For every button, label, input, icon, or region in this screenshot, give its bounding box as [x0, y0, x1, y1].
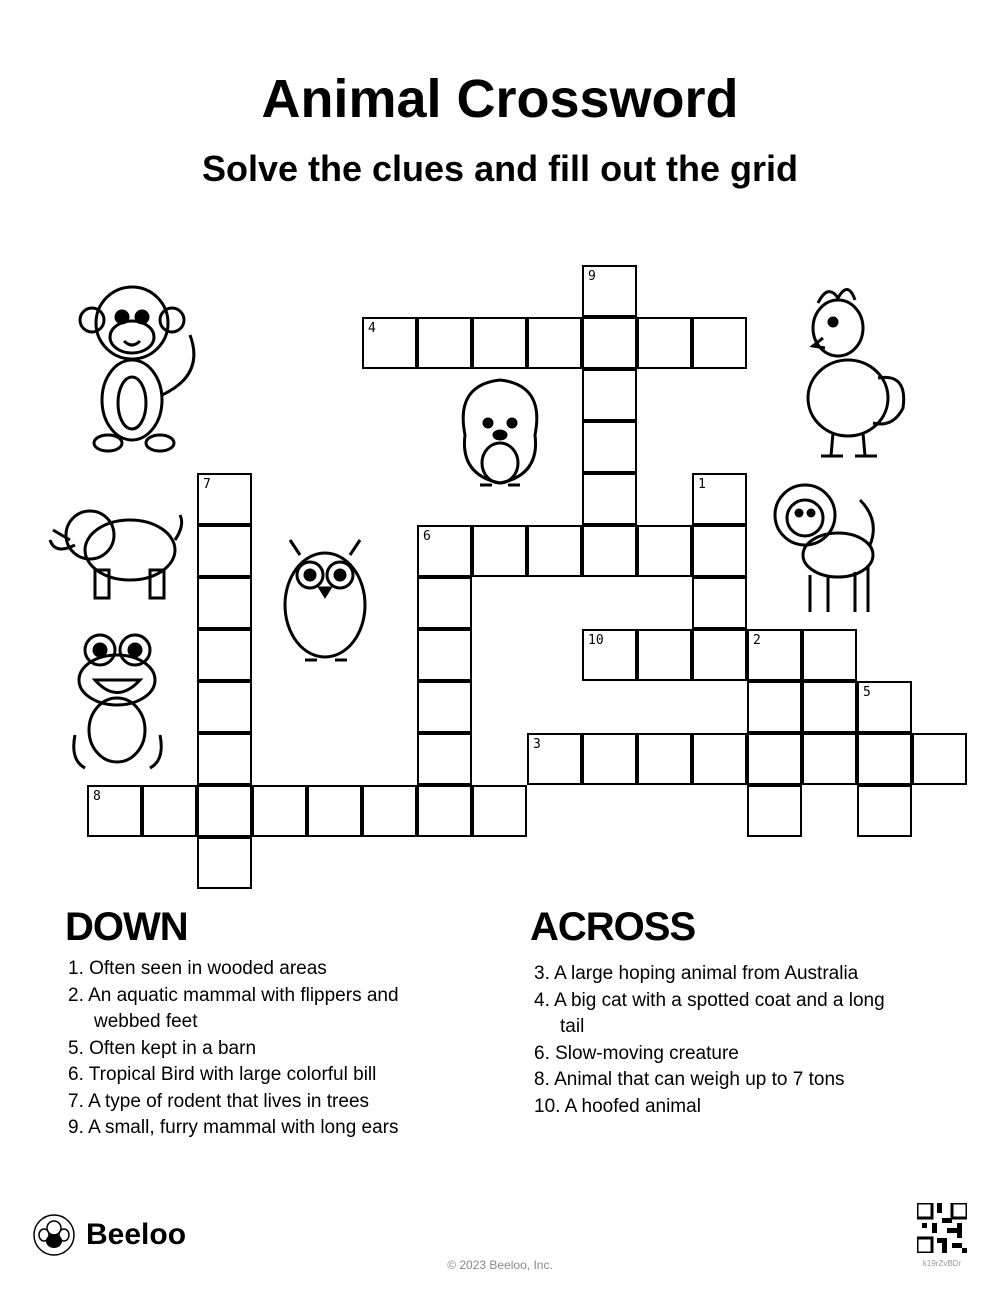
clue-number: 7	[203, 477, 211, 492]
crossword-cell[interactable]	[747, 681, 802, 733]
across-clue: 10. A hoofed animal	[534, 1095, 701, 1117]
down-clue: 2. An aquatic mammal with flippers and webbed feet	[68, 984, 399, 1032]
crossword-cell[interactable]	[692, 629, 747, 681]
crossword-cell[interactable]	[472, 317, 527, 369]
qr-code-id: k19rZvBDr	[922, 1259, 962, 1268]
crossword-cell[interactable]	[637, 629, 692, 681]
down-clues-list	[68, 956, 428, 1142]
hedgehog-illustration	[450, 375, 550, 500]
crossword-cell[interactable]	[87, 785, 142, 837]
crossword-cell[interactable]	[637, 733, 692, 785]
across-clues-list	[534, 961, 894, 1120]
crossword-cell[interactable]	[857, 785, 912, 837]
crossword-cell[interactable]	[362, 317, 417, 369]
crossword-cell[interactable]	[692, 577, 747, 629]
crossword-cell[interactable]	[472, 525, 527, 577]
clue-number: 10	[588, 633, 604, 648]
crossword-cell[interactable]	[197, 629, 252, 681]
elephant-illustration	[45, 500, 190, 605]
crossword-cell[interactable]	[197, 525, 252, 577]
qr-code-icon	[917, 1203, 967, 1253]
crossword-cell[interactable]	[912, 733, 967, 785]
monkey-illustration	[70, 275, 210, 465]
crossword-cell[interactable]	[527, 733, 582, 785]
crossword-cell[interactable]	[582, 525, 637, 577]
down-clue: 1. Often seen in wooded areas	[68, 958, 327, 979]
crossword-cell[interactable]	[802, 681, 857, 733]
crossword-cell[interactable]	[527, 317, 582, 369]
crossword-cell[interactable]	[197, 837, 252, 889]
rooster-illustration	[793, 278, 918, 463]
down-clue: 7. A type of rodent that lives in trees	[68, 1090, 370, 1112]
crossword-cell[interactable]	[802, 733, 857, 785]
crossword-cell[interactable]	[417, 577, 472, 629]
down-clue: 9. A small, furry mammal with long ears	[68, 1117, 399, 1138]
crossword-cell[interactable]	[472, 785, 527, 837]
crossword-cell[interactable]	[197, 785, 252, 837]
crossword-cell[interactable]	[747, 629, 802, 681]
crossword-cell[interactable]	[362, 785, 417, 837]
down-heading: DOWN	[65, 905, 188, 949]
across-clue: 4. A big cat with a spotted coat and a long tail	[534, 989, 885, 1037]
lion-illustration	[770, 480, 885, 620]
frog-illustration	[65, 630, 175, 775]
clue-number: 9	[588, 269, 596, 284]
crossword-cell[interactable]	[197, 577, 252, 629]
across-heading: ACROSS	[530, 905, 696, 949]
bee-icon	[32, 1213, 76, 1257]
crossword-cell[interactable]	[197, 681, 252, 733]
crossword-cell[interactable]	[142, 785, 197, 837]
crossword-cell[interactable]	[637, 525, 692, 577]
crossword-cell[interactable]	[857, 681, 912, 733]
clue-number: 6	[423, 529, 431, 544]
crossword-cell[interactable]	[637, 317, 692, 369]
crossword-cell[interactable]	[417, 785, 472, 837]
page-subtitle: Solve the clues and fill out the grid	[201, 148, 799, 189]
crossword-cell[interactable]	[692, 473, 747, 525]
crossword-cell[interactable]	[582, 733, 637, 785]
crossword-cell[interactable]	[747, 785, 802, 837]
crossword-cell[interactable]	[527, 525, 582, 577]
crossword-cell[interactable]	[307, 785, 362, 837]
crossword-cell[interactable]	[417, 317, 472, 369]
across-clue: 6. Slow-moving creature	[534, 1042, 739, 1064]
crossword-cell[interactable]	[417, 525, 472, 577]
crossword-cell[interactable]	[582, 369, 637, 421]
crossword-cell[interactable]	[857, 733, 912, 785]
crossword-cell[interactable]	[197, 733, 252, 785]
crossword-cell[interactable]	[802, 629, 857, 681]
across-clue: 8. Animal that can weigh up to 7 tons	[534, 1069, 845, 1090]
crossword-cell[interactable]	[692, 525, 747, 577]
crossword-cell[interactable]	[692, 733, 747, 785]
crossword-cell[interactable]	[747, 733, 802, 785]
clue-number: 8	[93, 789, 101, 804]
crossword-cell[interactable]	[197, 473, 252, 525]
crossword-cell[interactable]	[582, 421, 637, 473]
down-clue: 6. Tropical Bird with large colorful bill	[68, 1064, 377, 1085]
crossword-cell[interactable]	[417, 629, 472, 681]
crossword-cell[interactable]	[582, 473, 637, 525]
brand-name: Beeloo	[86, 1218, 187, 1251]
clue-number: 3	[533, 737, 541, 752]
clue-number: 2	[753, 633, 761, 648]
beeloo-logo	[32, 1213, 186, 1257]
owl-illustration	[270, 530, 395, 670]
crossword-cell[interactable]	[582, 629, 637, 681]
crossword-cell[interactable]	[582, 317, 637, 369]
crossword-cell[interactable]	[417, 681, 472, 733]
clue-number: 5	[863, 685, 871, 700]
crossword-cell[interactable]	[417, 733, 472, 785]
crossword-cell[interactable]	[582, 265, 637, 317]
crossword-cell[interactable]	[252, 785, 307, 837]
page-title: Animal Crossword	[261, 69, 739, 129]
crossword-cell[interactable]	[692, 317, 747, 369]
copyright-text: © 2023 Beeloo, Inc.	[447, 1258, 553, 1272]
down-clue: 5. Often kept in a barn	[68, 1037, 257, 1059]
clue-number: 4	[368, 321, 376, 336]
across-clue: 3. A large hoping animal from Australia	[534, 963, 859, 984]
clue-number: 1	[698, 477, 706, 492]
